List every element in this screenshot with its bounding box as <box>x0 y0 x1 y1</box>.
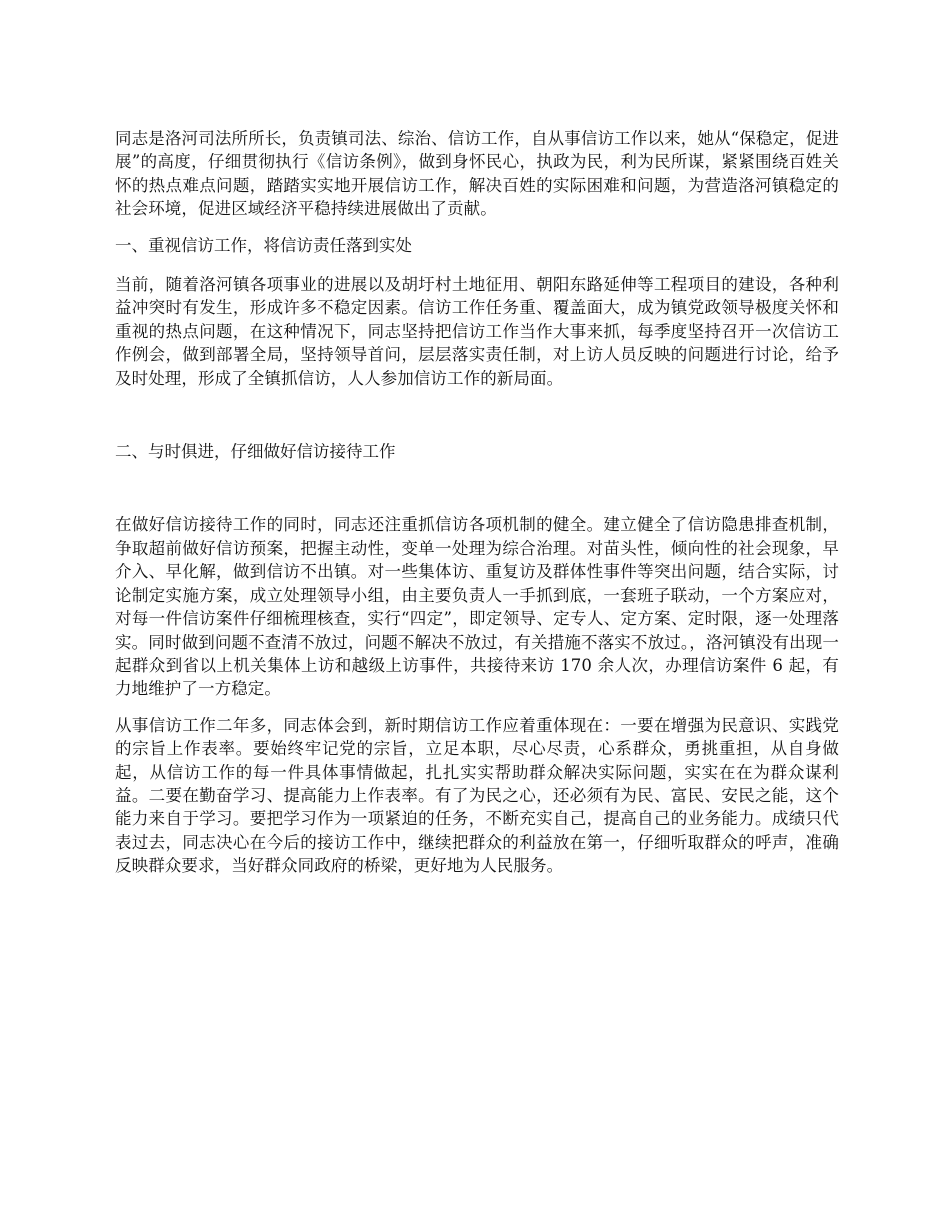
section-heading-2: 二、与时俱进，仔细做好信访接待工作 <box>115 442 396 462</box>
conclusion-paragraph: 从事信访工作二年多，同志体会到，新时期信访工作应着重体现在：一要在增强为民意识、实践党的宗旨上作表率。要始终牢记党的宗旨，立足本职，尽心尽责，心系群众，勇挑重担，从自身做起，从信访工作的每一件具体事情做起，扎扎实实帮助群众解决实际问题，实实在在为群众谋利益。二要在勤奋学习、提高能力上作表率。有了为民之心，还必须有为民、富民、安民之能，这个能力来自于学习。要把学习作为一项紧迫的任务，不断充实自己，提高自己的业务能力。成绩只代表过去，同志决心在今后的接访工作中，继续把群众的利益放在第一，仔细听取群众的呼声，准确反映群众要求，当好群众同政府的桥梁，更好地为人民服务。 <box>115 715 839 876</box>
section-2-paragraph: 在做好信访接待工作的同时，同志还注重抓信访各项机制的健全。建立健全了信访隐患排查机制，争取超前做好信访预案，把握主动性，变单一处理为综合治理。对苗头性，倾向性的社会现象，早介入、早化解，做到信访不出镇。对一些集体访、重复访及群体性事件等突出问题，结合实际，讨论制定实施方案，成立处理领导小组，由主要负责人一手抓到底，一套班子联动，一个方案应对，对每一件信访案件仔细梳理核查，实行“四定”，即定领导、定专人、定方案、定时限，逐一处理落实。同时做到问题不查清不放过，问题不解决不放过，有关措施不落实不放过。，洛河镇没有出现一起群众到省以上机关集体上访和越级上访事件，共接待来访 170 余人次，办理信访案件 6 起，有力地维护了一方稳定。 <box>115 515 839 699</box>
section-1-paragraph: 当前，随着洛河镇各项事业的进展以及胡圩村土地征用、朝阳东路延伸等工程项目的建设，各种利益冲突时有发生，形成许多不稳定因素。信访工作任务重、覆盖面大，成为镇党政领导极度关怀和重视的热点问题，在这种情况下，同志坚持把信访工作当作大事来抓，每季度坚持召开一次信访工作例会，做到部署全局，坚持领导首问，层层落实责任制，对上访人员反映的问题进行讨论，给予及时处理，形成了全镇抓信访，人人参加信访工作的新局面。 <box>115 275 839 388</box>
intro-paragraph: 同志是洛河司法所所长，负责镇司法、综治、信访工作，自从事信访工作以来，她从“保稳定，促进展”的高度，仔细贯彻执行《信访条例》，做到身怀民心，执政为民，利为民所谋，紧紧围绕百姓关怀的热点难点问题，踏踏实实地开展信访工作，解决百姓的实际困难和问题，为营造洛河镇稳定的社会环境，促进区域经济平稳持续进展做出了贡献。 <box>115 129 839 219</box>
section-heading-1: 一、重视信访工作，将信访责任落到实处 <box>115 235 412 255</box>
document-page <box>115 127 839 878</box>
